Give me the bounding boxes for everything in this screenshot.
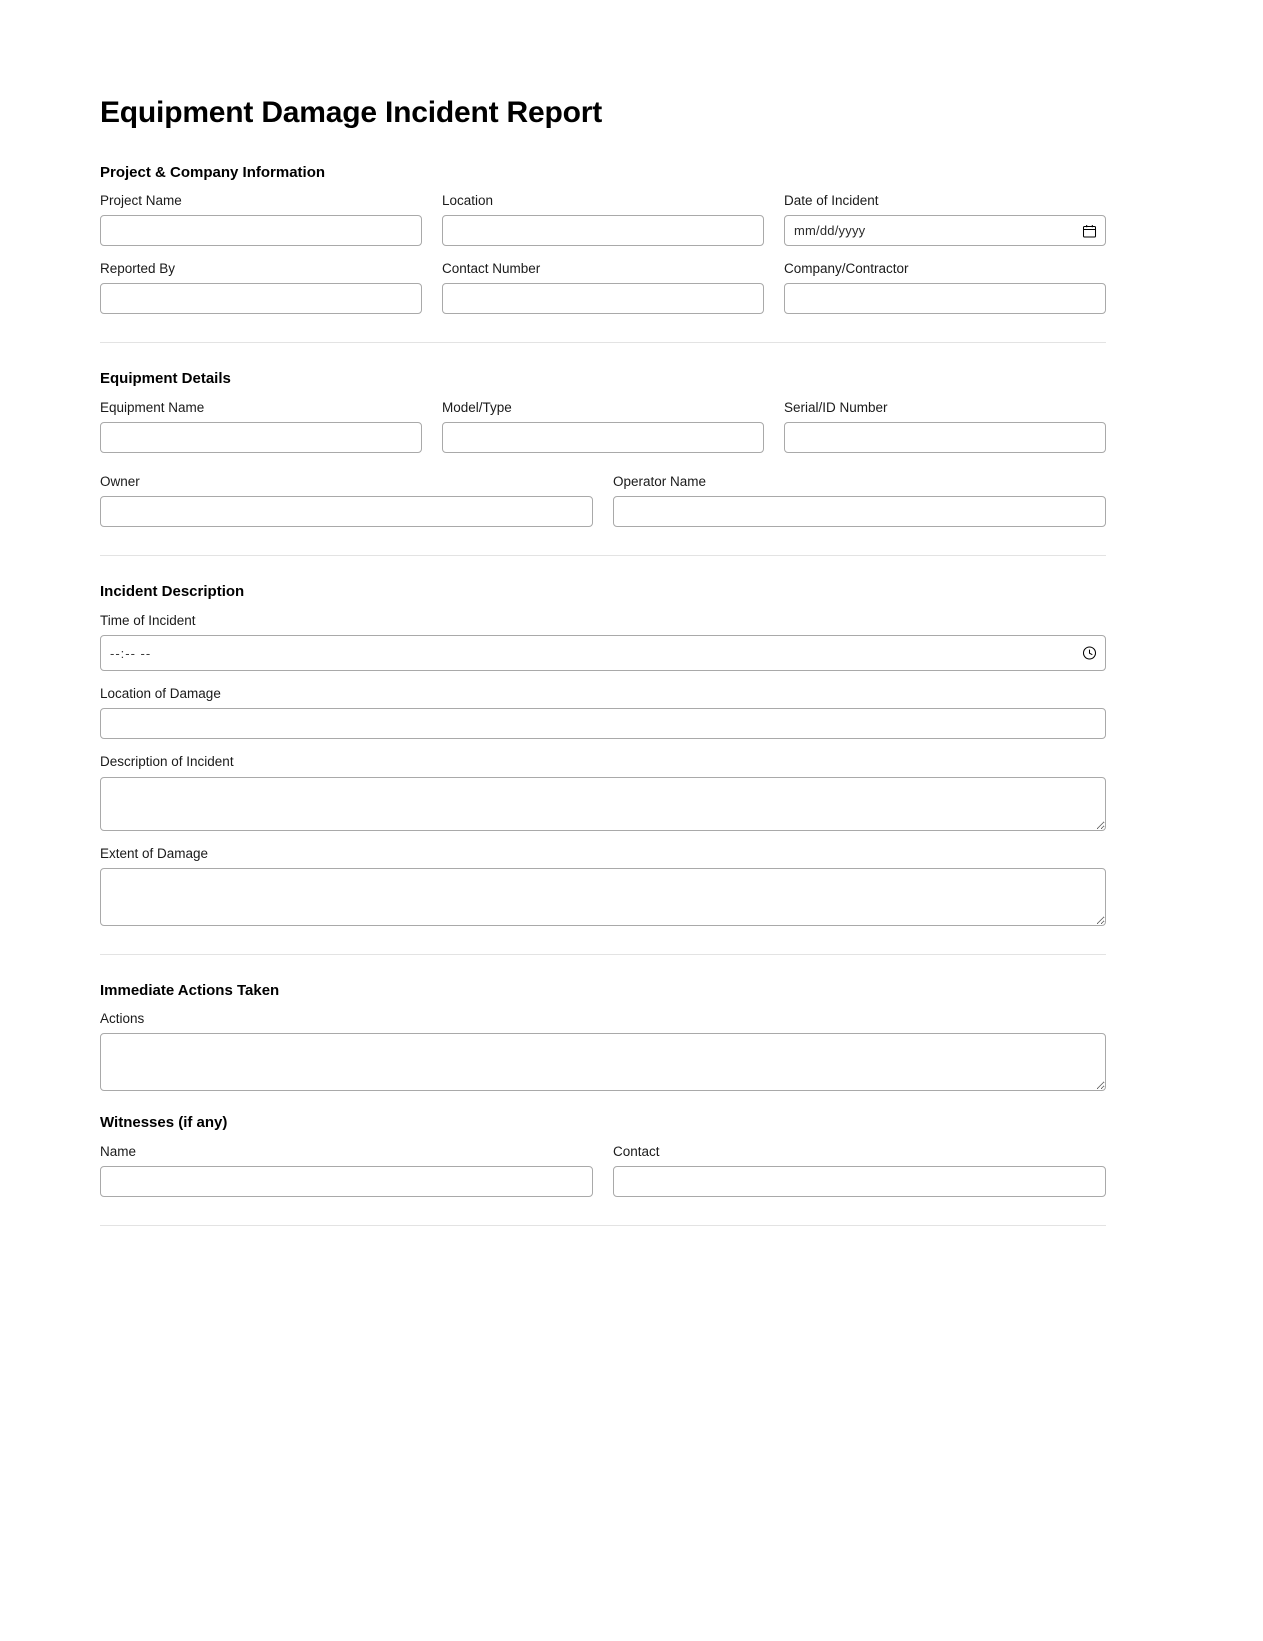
label-witness-contact: Contact bbox=[613, 1143, 660, 1159]
form-row bbox=[100, 473, 1106, 527]
page-bottom-spacer bbox=[100, 1252, 1106, 1282]
field-serial-id-number bbox=[784, 399, 1106, 453]
form-row bbox=[100, 612, 1106, 671]
field-owner bbox=[100, 473, 593, 527]
model-type-input[interactable] bbox=[442, 422, 764, 453]
field-reported-by bbox=[100, 260, 422, 314]
equipment-name-input[interactable] bbox=[100, 422, 422, 453]
field-time-of-incident bbox=[100, 612, 1106, 671]
section-gap bbox=[100, 1091, 1106, 1113]
form-row bbox=[100, 753, 1106, 830]
form-row bbox=[100, 260, 1106, 314]
field-witness-name bbox=[100, 1143, 593, 1197]
field-actions bbox=[100, 1010, 1106, 1091]
date-of-incident-input[interactable] bbox=[784, 215, 1106, 246]
reported-by-input[interactable] bbox=[100, 283, 422, 314]
label-location: Location bbox=[442, 193, 494, 208]
section-heading-project-company-information: Project & Company Information bbox=[100, 163, 326, 181]
section-incident-description bbox=[100, 582, 1106, 925]
field-location-of-damage bbox=[100, 685, 1106, 739]
label-equipment-name: Equipment Name bbox=[100, 399, 205, 415]
field-project-name bbox=[100, 192, 422, 246]
witness-name-input[interactable] bbox=[100, 1166, 593, 1197]
project-name-input[interactable] bbox=[100, 215, 422, 246]
label-actions: Actions bbox=[100, 1011, 145, 1027]
section-divider bbox=[100, 954, 1106, 955]
label-contact-number: Contact Number bbox=[442, 261, 541, 277]
section-immediate-actions-taken bbox=[100, 981, 1106, 1092]
section-equipment-details bbox=[100, 369, 1106, 527]
field-operator-name bbox=[613, 473, 1106, 527]
label-time-of-incident: Time of Incident bbox=[100, 612, 196, 628]
location-input[interactable] bbox=[442, 215, 764, 246]
time-placeholder-text: --:-- -- bbox=[110, 645, 152, 661]
form-row bbox=[100, 1143, 1106, 1197]
label-project-name: Project Name bbox=[100, 193, 182, 208]
extent-of-damage-textarea[interactable] bbox=[100, 868, 1106, 926]
label-model-type: Model/Type bbox=[442, 399, 512, 415]
section-heading-witnesses: Witnesses (if any) bbox=[100, 1114, 228, 1132]
section-heading-incident-description: Incident Description bbox=[100, 583, 245, 601]
label-owner: Owner bbox=[100, 474, 140, 490]
label-date-of-incident: Date of Incident bbox=[784, 193, 879, 208]
section-project-company-information bbox=[100, 163, 1106, 315]
field-witness-contact bbox=[613, 1143, 1106, 1197]
section-divider bbox=[100, 555, 1106, 556]
serial-id-number-input[interactable] bbox=[784, 422, 1106, 453]
operator-name-input[interactable] bbox=[613, 496, 1106, 527]
section-heading-immediate-actions-taken: Immediate Actions Taken bbox=[100, 981, 280, 999]
form-row bbox=[100, 192, 1106, 246]
date-placeholder-text: mm/dd/yyyy bbox=[794, 223, 866, 239]
label-operator-name: Operator Name bbox=[613, 474, 707, 490]
company-contractor-input[interactable] bbox=[784, 283, 1106, 314]
field-description-of-incident bbox=[100, 753, 1106, 830]
page-title: Equipment Damage Incident Report bbox=[100, 96, 602, 129]
label-description-of-incident: Description of Incident bbox=[100, 754, 234, 770]
field-equipment-name bbox=[100, 399, 422, 453]
field-location bbox=[442, 192, 764, 246]
label-location-of-damage: Location of Damage bbox=[100, 686, 221, 702]
form-row bbox=[100, 845, 1106, 926]
field-date-of-incident bbox=[784, 192, 1106, 246]
date-of-incident-wrapper bbox=[784, 215, 1106, 246]
field-extent-of-damage bbox=[100, 845, 1106, 926]
section-divider bbox=[100, 1225, 1106, 1226]
field-model-type bbox=[442, 399, 764, 453]
field-company-contractor bbox=[784, 260, 1106, 314]
form-row bbox=[100, 685, 1106, 739]
contact-number-input[interactable] bbox=[442, 283, 764, 314]
witness-contact-input[interactable] bbox=[613, 1166, 1106, 1197]
description-of-incident-textarea[interactable] bbox=[100, 777, 1106, 831]
label-reported-by: Reported By bbox=[100, 261, 176, 277]
owner-input[interactable] bbox=[100, 496, 593, 527]
actions-textarea[interactable] bbox=[100, 1033, 1106, 1091]
field-contact-number bbox=[442, 260, 764, 314]
label-serial-id-number: Serial/ID Number bbox=[784, 399, 888, 415]
time-of-incident-wrapper bbox=[100, 635, 1106, 671]
label-company-contractor: Company/Contractor bbox=[784, 261, 909, 277]
form-row bbox=[100, 399, 1106, 453]
section-divider bbox=[100, 342, 1106, 343]
section-witnesses bbox=[100, 1113, 1106, 1197]
label-extent-of-damage: Extent of Damage bbox=[100, 845, 209, 861]
location-of-damage-input[interactable] bbox=[100, 708, 1106, 739]
form-row bbox=[100, 1010, 1106, 1091]
label-witness-name: Name bbox=[100, 1143, 137, 1159]
time-of-incident-input[interactable] bbox=[100, 635, 1106, 671]
section-heading-equipment-details: Equipment Details bbox=[100, 370, 231, 388]
